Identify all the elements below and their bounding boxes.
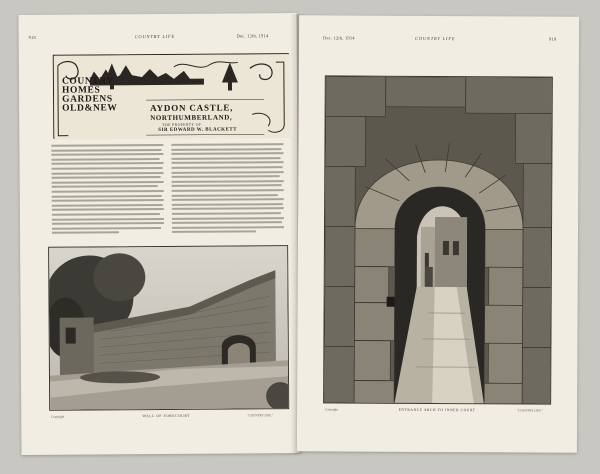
series-title-line: OLD&NEW [62, 103, 118, 114]
left-photo-credit-right: "COUNTRY LIFE." [247, 413, 274, 418]
series-title-line: GARDENS [62, 94, 113, 105]
owner-name: SIR EDWARD W. BLACKETT [158, 127, 238, 134]
series-title-line: COUNTRY [61, 76, 114, 87]
left-running-title: COUNTRY LIFE [134, 33, 176, 40]
article-masthead [53, 53, 290, 139]
photo-wall-of-forecourt [48, 245, 289, 411]
left-photo-caption: WALL OF FORECOURT [142, 413, 191, 419]
owner-prefix: THE PROPERTY OF [162, 122, 202, 127]
body-text-column-right [171, 143, 284, 242]
left-date: Dec. 12th, 1914 [236, 33, 269, 39]
right-running-head [299, 35, 579, 44]
right-page-number: 919 [549, 36, 557, 42]
wall-photo-image [49, 246, 289, 411]
article-title: AYDON CASTLE, [150, 102, 234, 114]
right-date: Dec. 12th, 1914 [323, 35, 355, 41]
series-title [62, 77, 158, 114]
left-photo-credit-left: Copyright [51, 414, 65, 419]
article-place: NORTHUMBERLAND, [150, 113, 233, 123]
left-page [18, 13, 299, 455]
left-page-number: 918 [28, 34, 37, 40]
photo-entrance-arch [323, 75, 553, 404]
left-running-head [19, 33, 297, 43]
right-photo-credit-right: "COUNTRY LIFE." [517, 408, 544, 413]
right-page [297, 15, 579, 452]
right-photo-caption: ENTRANCE ARCH TO INNER COURT [398, 407, 476, 413]
arch-photo-image [324, 76, 553, 404]
series-title-line: HOMES [61, 85, 101, 96]
right-photo-credit-left: Copyright [325, 407, 339, 412]
right-running-title: COUNTRY LIFE [415, 35, 456, 42]
body-text-column-left [51, 144, 164, 243]
